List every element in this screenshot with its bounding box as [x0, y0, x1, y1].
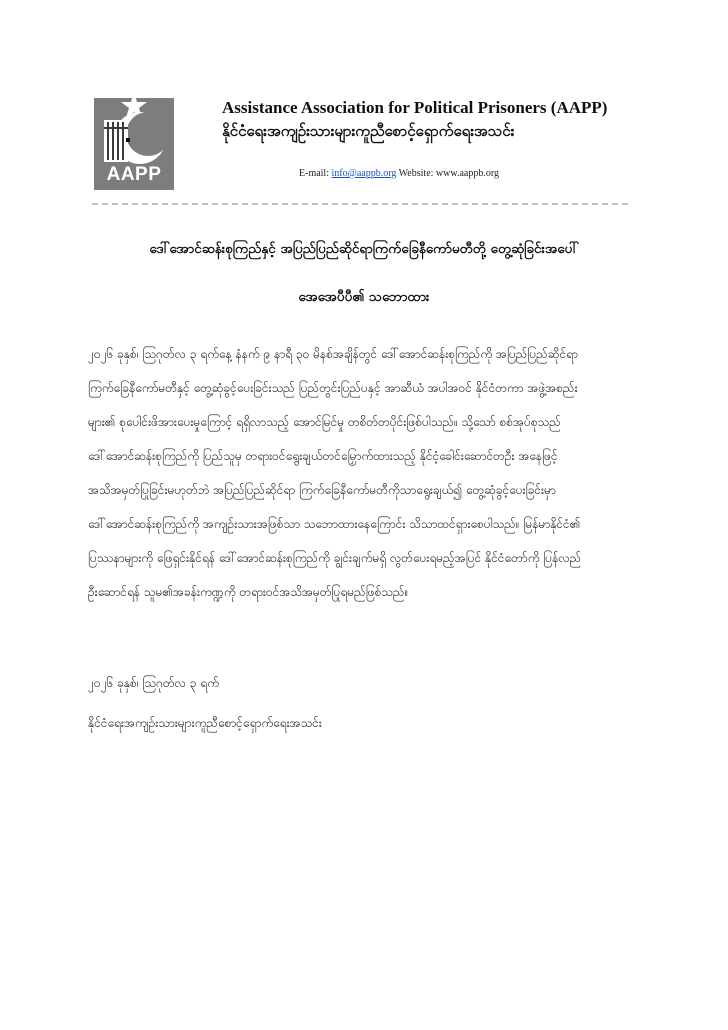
body-line: ဦးဆောင်ရန် သူမ၏အခန်းကဏ္ဍကို တရားဝင်အသိအမှတ်ပြုရမည်ဖြစ်သည်။: [88, 585, 409, 599]
body-line: ပြဿနာများကို ဖြေရှင်းနိုင်ရန် ဒေါ်အောင်ဆန်းစုကြည်ကို ချွင်းချက်မရှိ လွတ်ပေးရမည့်အပြင် နိုင်ငံတော်ကို ပြန်လည်: [88, 551, 582, 565]
org-name-burmese: နိုင်ငံရေးအကျဉ်းသားများကူညီစောင့်ရှောက်ရေးအသင်း: [222, 122, 515, 140]
email-label: E-mail:: [299, 168, 329, 179]
website-label: Website:: [398, 168, 434, 179]
body-line: အသိအမှတ်ပြုခြင်းမဟုတ်ဘဲ အပြည်ပြည်ဆိုင်ရာ ကြက်ခြေနီကော်မတီကိုသာရွေးချယ်၍ တွေ့ဆုံခွင့်ပေးခြင်းမှာ: [88, 483, 556, 497]
body-line: များ၏ စုပေါင်းဖိအားပေးမှုကြောင့် ရရှိလာသည့် အောင်မြင်မှု တစိတ်တပိုင်းဖြစ်ပါသည်။ သို့သော် စစ်အုပ်စုသည်: [88, 415, 561, 429]
body-line: ကြက်ခြေနီကော်မတီနှင့် တွေ့ဆုံခွင့်ပေးခြင်းသည် ပြည်တွင်းပြည်ပနှင့် အာဆီယံ အပါအဝင် နိုင်ငံတကာ အဖွဲ့အစည်း: [88, 381, 578, 395]
logo-text: AAPP: [106, 164, 162, 185]
body-line: ဒေါ်အောင်ဆန်းစုကြည်ကို ပြည်သူမှ တရားဝင်ရွေးချယ်တင်မြှောက်ထားသည့် နိုင်ငံ့ခေါင်းဆောင်တဦး အနေဖြင့်: [88, 449, 558, 463]
signature-org-name: နိုင်ငံရေးအကျဉ်းသားများကူညီစောင့်ရှောက်ရေးအသင်း: [88, 716, 322, 730]
org-name-english: Assistance Association for Political Prisoners (AAPP): [222, 98, 608, 117]
website-url: www.aappb.org: [435, 168, 499, 179]
aapp-logo: [94, 98, 174, 190]
body-line: ဒေါ်အောင်ဆန်းစုကြည်ကို အကျဉ်းသားအဖြစ်သာ သဘောထားနေကြောင်း သိသာထင်ရှားစေပါသည်။ မြန်မာနိုင်ငံ၏: [88, 517, 581, 531]
statement-title-line-2: အေအေပီပီ၏ သဘောထား: [298, 289, 430, 305]
body-line: ၂၀၂၆ ခုနှစ်၊ ဩဂုတ်လ ၃ ရက်နေ့ နံနက် ၉ နာရီ ၃၀ မိနစ်အချိန်တွင် ဒေါ်အောင်ဆန်းစုကြည်ကို အပြည်ပြည်ဆိုင်ရာ: [88, 347, 578, 361]
header-divider: [92, 203, 628, 205]
contact-line: [299, 168, 599, 179]
statement-title-line-1: ဒေါ်အောင်ဆန်းစုကြည်နှင့် အပြည်ပြည်ဆိုင်ရာကြက်ခြေနီကော်မတီတို့ တွေ့ဆုံခြင်းအပေါ်: [149, 241, 579, 257]
email-link[interactable]: info@aappb.org: [331, 168, 397, 179]
statement-date: ၂၀၂၆ ခုနှစ်၊ ဩဂုတ်လ ၃ ရက်: [88, 676, 219, 690]
